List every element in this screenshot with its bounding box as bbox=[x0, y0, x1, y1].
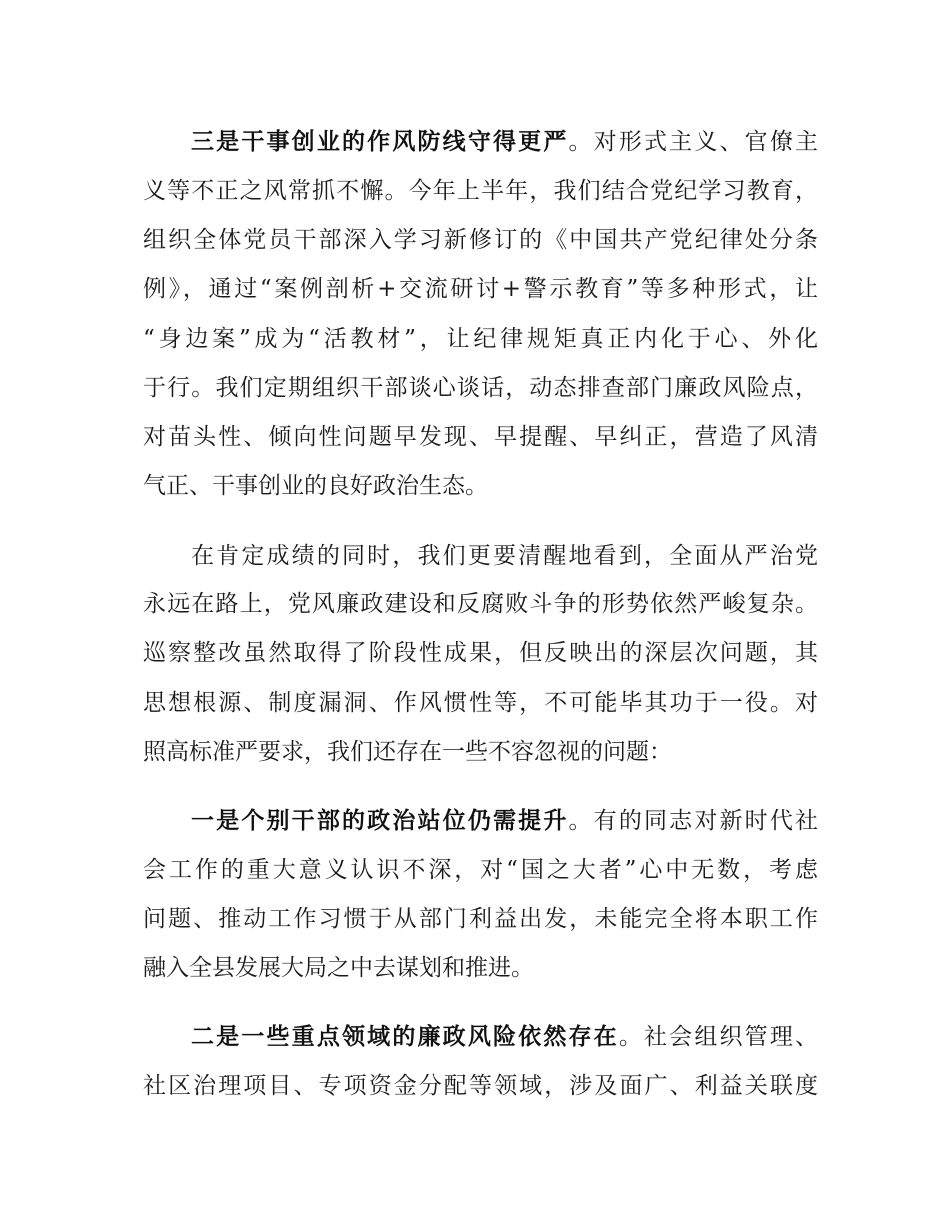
paragraph-2-line-3: 巡察整改虽然取得了阶段性成果，但反映出的深层次问题，其 bbox=[143, 640, 818, 666]
paragraph-3-line-3: 问题、推动工作习惯于从部门利益出发，未能完全将本职工作 bbox=[143, 906, 818, 932]
paragraph-3-lead: 一是个别干部的政治站位仍需提升 bbox=[191, 808, 569, 834]
paragraph-4-lead: 二是一些重点领域的廉政风险依然存在 bbox=[191, 1024, 619, 1050]
paragraph-4-line-2: 社区治理项目、专项资金分配等领域，涉及面广、利益关联度 bbox=[143, 1073, 818, 1099]
paragraph-2-line-4: 思想根源、制度漏洞、作风惯性等，不可能毕其功于一役。对 bbox=[143, 690, 818, 716]
paragraph-1-line-3: 组织全体党员干部深入学习新修订的《中国共产党纪律处分条 bbox=[143, 227, 818, 253]
paragraph-1-line-1 bbox=[191, 122, 818, 162]
paragraph-2-line-5: 照高标准严要求，我们还存在一些不容忽视的问题： bbox=[143, 739, 672, 765]
paragraph-1-line-4: 例》，通过“案例剖析+交流研讨+警示教育”等多种形式，让 bbox=[143, 276, 818, 302]
paragraph-3-line-2: 会工作的重大意义认识不深，对“国之大者”心中无数，考虑 bbox=[143, 857, 818, 883]
paragraph-1-line-7: 对苗头性、倾向性问题早发现、早提醒、早纠正，营造了风清 bbox=[143, 424, 818, 450]
paragraph-1-line-6: 于行。我们定期组织干部谈心谈话，动态排查部门廉政风险点， bbox=[143, 375, 818, 401]
paragraph-2-line-2: 永远在路上，党风廉政建设和反腐败斗争的形势依然严峻复杂。 bbox=[143, 591, 818, 617]
paragraph-2-line-1: 在肯定成绩的同时，我们更要清醒地看到，全面从严治党 bbox=[191, 543, 818, 569]
paragraph-3-line-1-text: 。有的同志对新时代社 bbox=[568, 808, 819, 834]
paragraph-1-line-2: 义等不正之风常抓不懈。今年上半年，我们结合党纪学习教育， bbox=[143, 178, 818, 204]
paragraph-4-line-1-text: 。社会组织管理、 bbox=[618, 1024, 819, 1050]
paragraph-3-line-4: 融入全县发展大局之中去谋划和推进。 bbox=[143, 955, 534, 981]
paragraph-1-line-1-text: 。对形式主义、官僚主 bbox=[568, 129, 819, 155]
paragraph-1-lead: 三是干事创业的作风防线守得更严 bbox=[191, 129, 569, 155]
paragraph-4-line-1 bbox=[191, 1017, 818, 1057]
paragraph-1-line-5: “身边案”成为“活教材”，让纪律规矩真正内化于心、外化 bbox=[143, 326, 818, 352]
paragraph-3-line-1 bbox=[191, 801, 818, 841]
paragraph-1-line-8: 气正、干事创业的良好政治生态。 bbox=[143, 473, 488, 499]
